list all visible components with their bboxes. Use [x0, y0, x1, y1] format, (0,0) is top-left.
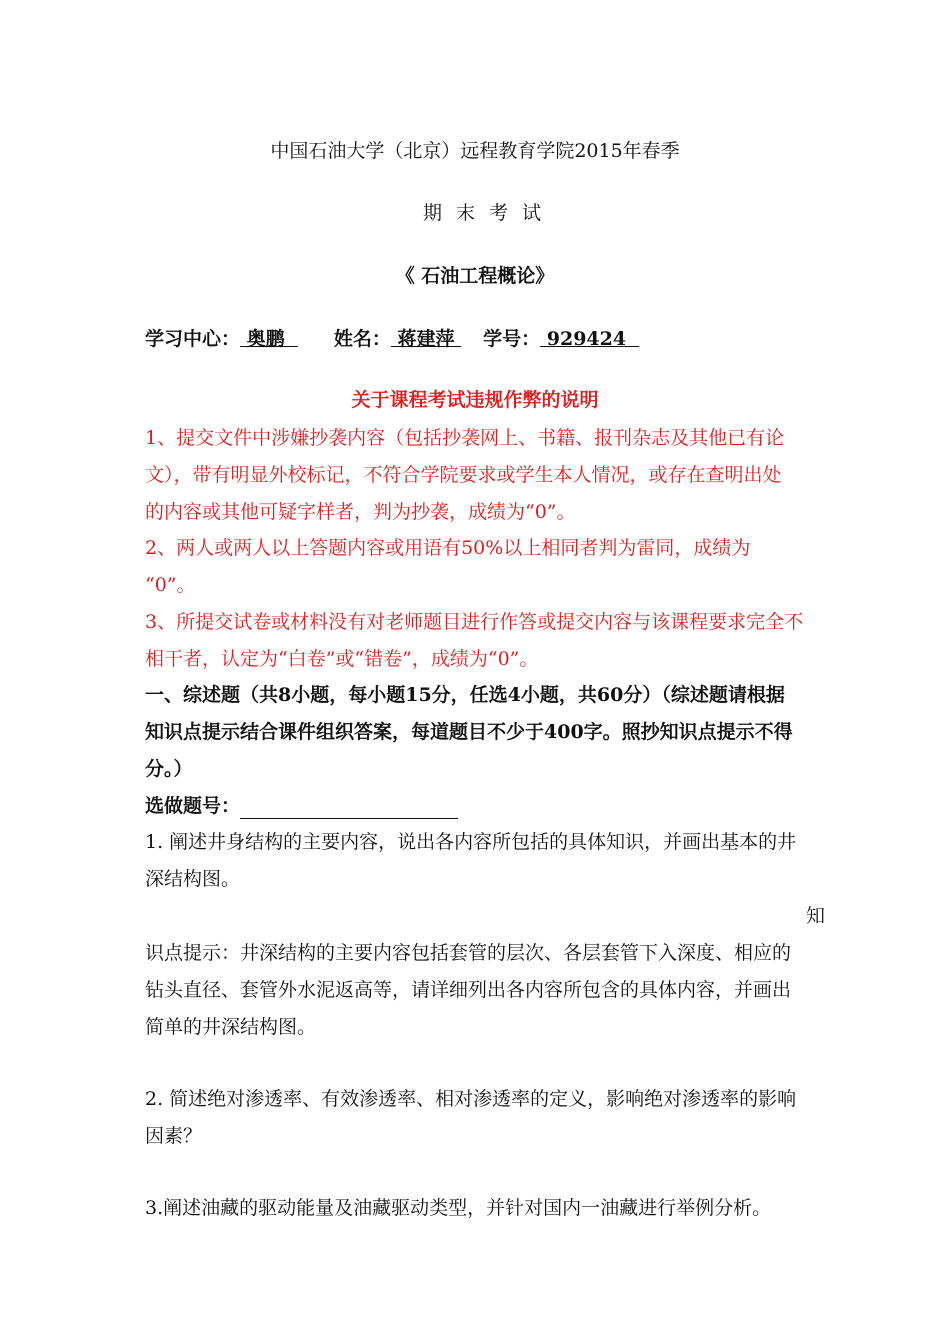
notice-item1-line2: 文），带有明显外校标记，不符合学院要求或学生本人情况，或存在查明出处: [145, 464, 782, 486]
course-title: 《 石油工程概论》: [395, 265, 555, 287]
notice-item3-line1: 3、所提交试卷或材料没有对老师题目进行作答或提交内容与该课程要求完全不: [145, 611, 804, 633]
notice-item1-line1: 1、提交文件中涉嫌抄袭内容（包括抄袭网上、书籍、报刊杂志及其他已有论: [145, 427, 785, 449]
hint1-line3: 简单的井深结构图。: [145, 1016, 317, 1038]
question1-line2: 深结构图。: [145, 868, 241, 890]
question3-line1: 3.阐述油藏的驱动能量及油藏驱动类型，并针对国内一油藏进行举例分析。: [145, 1197, 772, 1219]
question2-line2: 因素？: [145, 1125, 203, 1147]
choice-blank[interactable]: [240, 798, 458, 819]
name-label: 姓名：: [333, 328, 391, 350]
notice-title: 关于课程考试违规作弊的说明: [351, 389, 599, 411]
header-exam-title: 期末考试: [422, 202, 555, 224]
choice-row: [145, 793, 458, 819]
hint1-line1: 识点提示：井深结构的主要内容包括套管的层次、各层套管下入深度、相应的: [145, 942, 792, 964]
choice-label: 选做题号：: [145, 795, 241, 817]
notice-item2-line1: 2、两人或两人以上答题内容或用语有50%以上相同者判为雷同，成绩为: [145, 537, 751, 559]
name-value: 蒋建萍: [390, 328, 462, 350]
study-center-label: 学习中心：: [145, 328, 241, 350]
section1-heading-line3: 分。）: [145, 758, 193, 780]
student-id-value: 929424: [540, 328, 640, 350]
question1-line1: 1. 阐述井身结构的主要内容，说出各内容所包括的具体知识，并画出基本的井: [145, 831, 797, 853]
hint1-line2: 钻头直径、套管外水泥返高等，请详细列出各内容所包含的具体内容，并画出: [145, 979, 792, 1001]
study-center-value: 奥鹏: [240, 328, 298, 350]
notice-item2-line2: “0”。: [145, 574, 196, 596]
question2-line1: 2. 简述绝对渗透率、有效渗透率、相对渗透率的定义，影响绝对渗透率的影响: [145, 1088, 797, 1110]
hint1-lead-char: 知: [806, 905, 826, 927]
header-institution: 中国石油大学（北京）远程教育学院2015年春季: [270, 140, 680, 162]
section1-heading-line1: 一、综述题（共8小题，每小题15分，任选4小题，共60分）（综述题请根据: [145, 684, 785, 706]
section1-heading-line2: 知识点提示结合课件组织答案，每道题目不少于400字。照抄知识点提示不得: [145, 721, 793, 743]
notice-item1-line3: 的内容或其他可疑字样者，判为抄袭，成绩为“0”。: [145, 501, 576, 523]
student-id-label: 学号：: [483, 328, 541, 350]
student-info-row: [145, 326, 639, 352]
notice-item3-line2: 相干者，认定为“白卷”或“错卷”，成绩为“0”。: [145, 648, 539, 670]
